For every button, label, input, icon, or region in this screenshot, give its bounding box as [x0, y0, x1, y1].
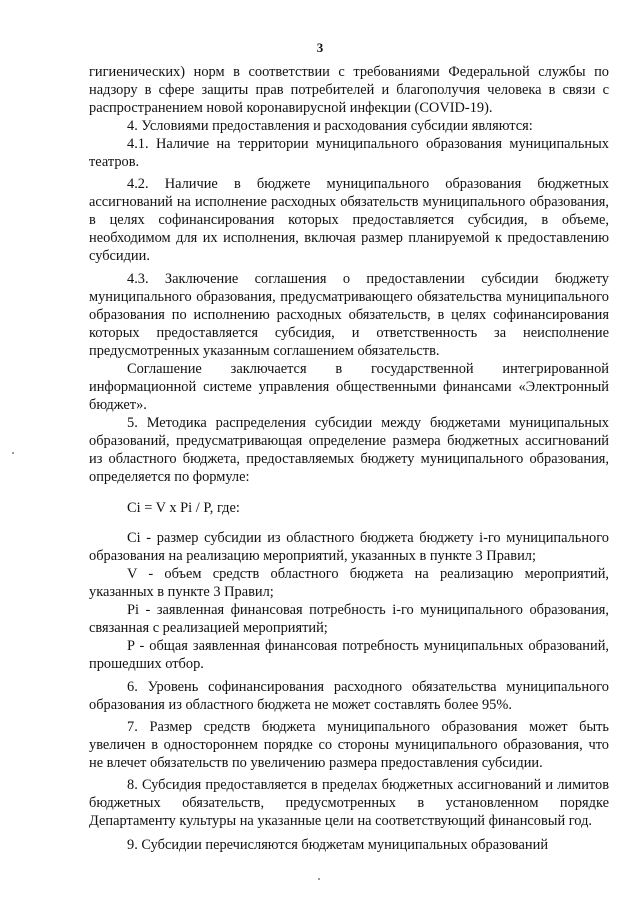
paragraph-item-4: 4. Условиями предоставления и расходования субсидии являются: — [127, 118, 533, 135]
paragraph-item-6: 6. Уровень софинансирования расходного обязательства муниципального образования из областного бюджета не может составлять более 95%. — [89, 678, 609, 713]
definition-p: P - общая заявленная финансовая потребность муниципальных образований, прошедших отбор. — [89, 638, 609, 673]
document-body — [89, 63, 609, 854]
paragraph-item-9: 9. Субсидии перечисляются бюджетам муниципальных образований — [127, 836, 549, 853]
definition-v: V - объем средств областного бюджета на реализацию мероприятий, указанных в пункте 3 Правил; — [89, 566, 609, 601]
formula: Ci = V x Pi / P, где: — [127, 500, 240, 517]
paragraph-agreement: Соглашение заключается в государственной интегрированной информационной системе управления общественными финансами «Электронный бюджет». — [89, 360, 609, 413]
paragraph-item-4-3: 4.3. Заключение соглашения о предоставлении субсидии бюджету муниципального образования, предусматривающего обязательства муниципального образования по исполнению расходных обязательств, в целях софинансирования которых предоставляется субсидия, и ответственность за неисполнение предусмотренных указанным соглашением обязательств. — [89, 270, 609, 359]
paragraph-item-4-1: 4.1. Наличие на территории муниципального образования муниципальных театров. — [89, 136, 609, 171]
paragraph-item-8: 8. Субсидия предоставляется в пределах бюджетных ассигнований и лимитов бюджетных обязательств, предусмотренных в установленном порядке Департаменту культуры на указанные цели на соответствующий финансовый год. — [89, 776, 609, 829]
scan-artifact — [318, 878, 320, 880]
paragraph-item-7: 7. Размер средств бюджета муниципального образования может быть увеличен в одностороннем порядке со стороны муниципального образования, что не влечет обязательств по увеличению размера предоставления субсидии. — [89, 718, 609, 771]
scan-artifact — [12, 452, 14, 454]
definition-pi: Pi - заявленная финансовая потребность i-го муниципального образования, связанная с реализацией мероприятий; — [89, 602, 609, 637]
paragraph-item-4-2: 4.2. Наличие в бюджете муниципального образования бюджетных ассигнований на исполнение расходных обязательств муниципального образования, в целях софинансирования которых предоставляется субсидия, в объеме, необходимом для их исполнения, включая размер планируемой к предоставлению субсидии. — [89, 176, 609, 265]
page-number: 3 — [316, 40, 324, 55]
paragraph-continuation: гигиенических) норм в соответствии с требованиями Федеральной службы по надзору в сфере защиты прав потребителей и благополучия человека в связи с распространением новой коронавирусной инфекции (COVID-19). — [89, 64, 609, 117]
definition-ci: Ci - размер субсидии из областного бюджета бюджету i-го муниципального образования на реализацию мероприятий, указанных в пункте 3 Правил; — [89, 530, 609, 565]
paragraph-item-5: 5. Методика распределения субсидии между бюджетами муниципальных образований, предусматривающая определение размера бюджетных ассигнований из областного бюджета, предоставляемых бюджету муниципального образования, определяется по формуле: — [89, 414, 609, 486]
